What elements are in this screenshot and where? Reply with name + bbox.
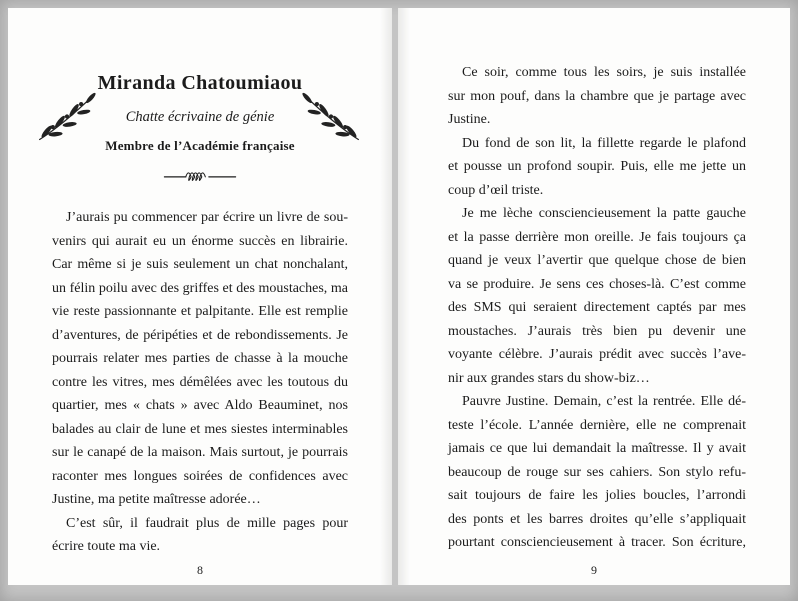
left-page: [8, 8, 392, 585]
text-line: balades au clair de lune et mes siestes interminables: [52, 421, 348, 437]
paragraph: [52, 512, 348, 559]
text-line: sur le canapé de la maison. Mais surtout, je pourrais: [52, 445, 348, 460]
text-line: contre les vitres, mes démêlées avec les toutous du: [52, 374, 348, 390]
text-line: pourrais relater mes parties de chasse à la mouche: [52, 351, 348, 366]
text-line: et la passe derrière mon oreille. Je fais toujours ça: [448, 229, 746, 245]
text-line: voyante célèbre. J’aurais prédit avec succès l’ave-: [448, 347, 746, 362]
text-line: des ponts et les barres droites qu’elle s’appliquait: [448, 511, 746, 527]
text-line: Pauvre Justine. Demain, c’est la rentrée. Elle dé-: [462, 394, 746, 409]
text-line: venirs qui aurait eu un énorme succès en librairie.: [52, 233, 348, 249]
text-line: écrire toute ma vie.: [52, 539, 161, 554]
text-line: un félin poilu avec des griffes et des moustaches, ma: [52, 280, 348, 296]
author-subtitle: Chatte écrivaine de génie: [125, 109, 275, 125]
text-line: Car même si je suis seulement un chat nonchalant,: [52, 257, 348, 272]
right-page-number: 9: [591, 563, 597, 577]
left-page-text: [52, 206, 348, 559]
paragraph: [52, 206, 348, 512]
text-line: moustaches. J’aurais très bien pu devenir une: [448, 323, 746, 339]
scribble-divider-icon: [8, 168, 392, 189]
text-line: d’aventures, de péripéties et de rebondissements. Je: [52, 327, 348, 343]
text-line: nir aux grandes stars du show-biz…: [448, 370, 650, 386]
text-line: quartier, mes « chats » avec Aldo Beauminet, nos: [52, 398, 348, 413]
text-line: beaucoup de rouge sur ses cahiers. Son stylo refu-: [448, 464, 746, 480]
text-line: des SMS qui seraient directement captés par mes: [448, 300, 746, 315]
text-line: vie reste passionnante et palpitante. Elle est remplie: [52, 304, 348, 319]
text-line: jamais ce que lui demandait la maîtresse. Il y avait: [448, 441, 746, 456]
text-line: raconter mes longues soirées de confidences avec: [52, 468, 348, 484]
right-page: [398, 8, 790, 585]
author-name-title: Miranda Chatoumiaou: [97, 72, 303, 94]
paragraph: [448, 202, 746, 390]
text-line: coup d’œil triste.: [448, 182, 544, 198]
text-line: Justine, ma petite maîtresse adorée…: [52, 492, 261, 507]
author-affiliation: Membre de l’Académie française: [105, 138, 295, 153]
text-line: teste l’école. L’année dernière, elle ne comprenait: [448, 417, 746, 433]
paragraph: [448, 132, 746, 203]
text-line: sait toujours de faire les jolies boucles, l’arrondi: [448, 488, 746, 503]
text-line: pourtant consciencieusement à tracer. Son écriture,: [448, 535, 746, 550]
text-line: va se produire. Je sens ces choses-là. C’est comme: [448, 276, 746, 292]
text-line: Ce soir, comme tous les soirs, je suis installée: [462, 65, 746, 80]
text-line: et pousse un profond soupir. Puis, elle me jette un: [448, 159, 746, 174]
text-line: sur mon pouf, dans la chambre que je partage avec: [448, 88, 746, 104]
left-page-number: 8: [197, 563, 203, 577]
text-line: Justine.: [448, 112, 491, 127]
text-line: quand je veux l’avertir que quelque chose de bien: [448, 253, 746, 268]
right-page-text: [448, 61, 746, 555]
paragraph: [448, 390, 746, 555]
text-line: Je me lèche consciencieusement la patte gauche: [462, 206, 746, 221]
text-line: C’est sûr, il faudrait plus de mille pages pour: [66, 515, 348, 531]
paragraph: [448, 61, 746, 132]
text-line: J’aurais pu commencer par écrire un livre de sou-: [66, 210, 348, 225]
text-line: Du fond de son lit, la fillette regarde le plafond: [462, 135, 746, 151]
